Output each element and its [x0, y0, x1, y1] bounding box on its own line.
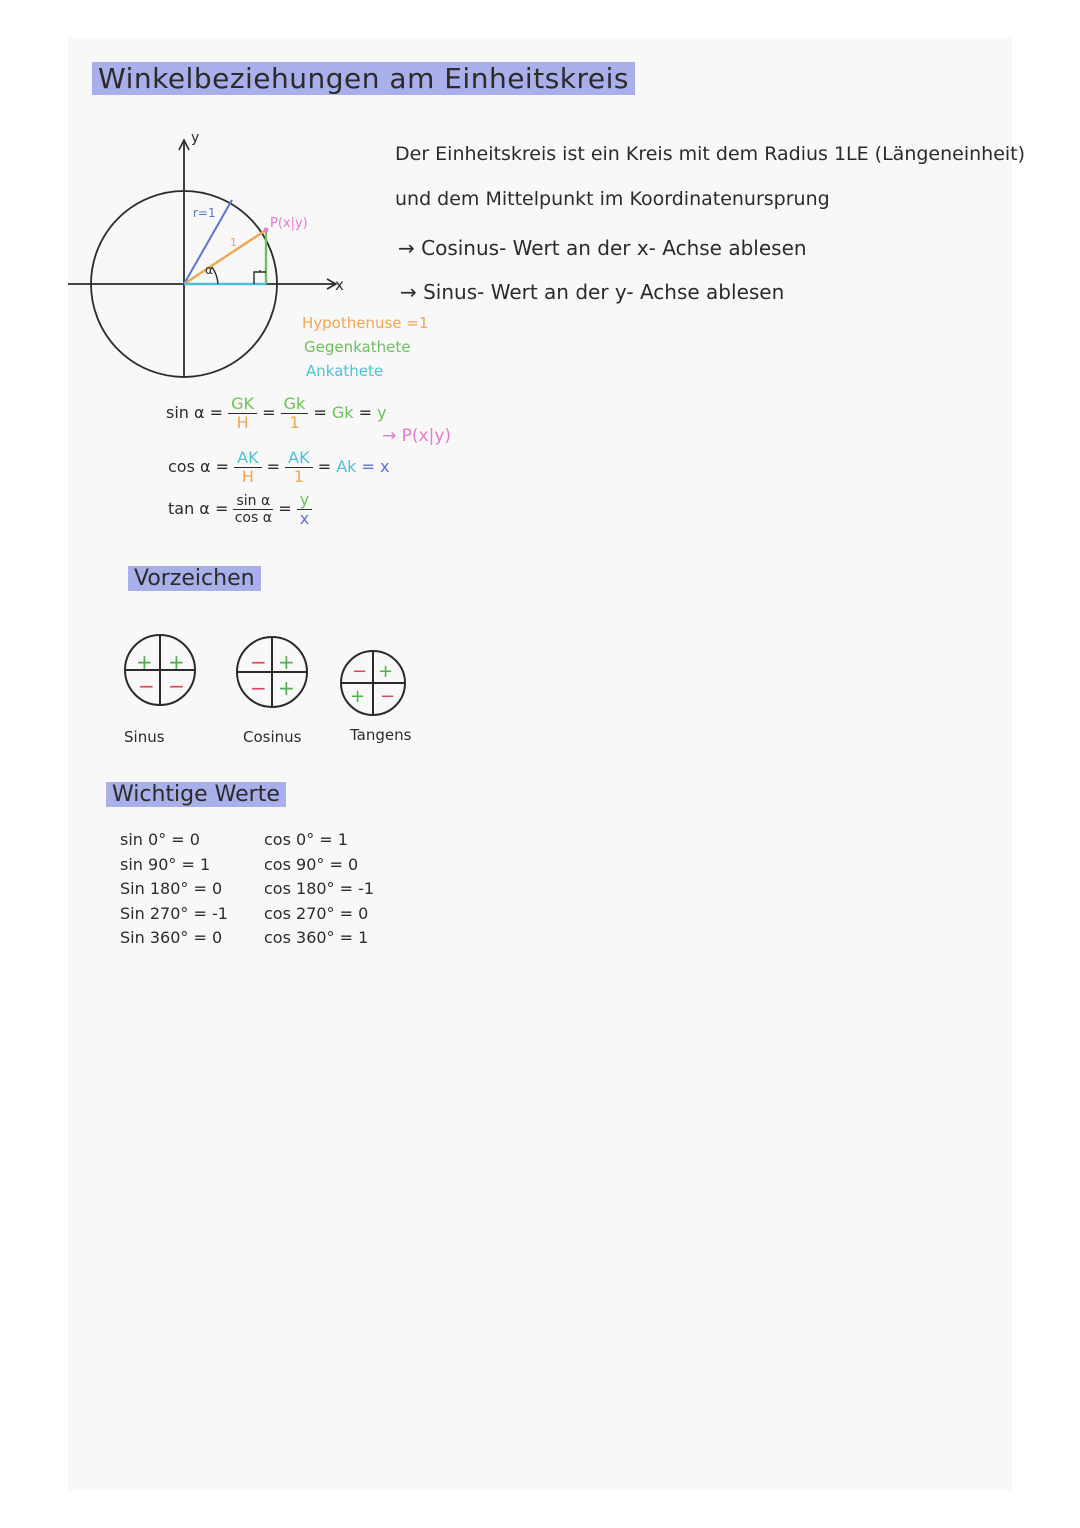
- cos-lhs: cos α =: [168, 457, 230, 476]
- legend-opposite: Gegenkathete: [304, 338, 411, 356]
- cosinus-q1-sign: +: [278, 650, 295, 674]
- sin-f1-den: H: [236, 413, 249, 432]
- sin-formula: [166, 396, 387, 431]
- page-title: Winkelbeziehungen am Einheitskreis: [92, 62, 635, 95]
- sign-circle-shape: [234, 634, 310, 710]
- cos-value-180: cos 180° = -1: [264, 879, 375, 898]
- tangens-q4-sign: −: [380, 686, 396, 707]
- point-reference: → P(x|y): [382, 426, 452, 446]
- cos-eq1: =: [266, 457, 281, 476]
- values-heading: Wichtige Werte: [106, 782, 286, 807]
- sin-value-0: sin 0° = 0: [120, 830, 200, 849]
- legend-hypotenuse: Hypothenuse =1: [302, 314, 429, 332]
- description-line-4: → Sinus- Wert an der y- Achse ablesen: [400, 280, 785, 304]
- sin-eq3: =: [358, 403, 373, 422]
- cos-f1-num: AK: [234, 450, 261, 468]
- sinus-q4-sign: −: [168, 674, 185, 698]
- hypotenuse-length-label: 1: [230, 236, 237, 249]
- sign-circle-shape: [122, 632, 198, 708]
- sinus-label: Sinus: [124, 728, 165, 746]
- sin-f2-num: Gk: [281, 396, 309, 414]
- point-p: [264, 228, 269, 233]
- tan-f2-den: x: [299, 509, 310, 528]
- sin-value-90: sin 90° = 1: [120, 854, 211, 874]
- x-axis-label: x: [335, 276, 344, 294]
- tangens-q1-sign: +: [378, 661, 394, 682]
- cos-value-90: cos 90° = 0: [264, 854, 359, 874]
- sin-values-list: [120, 828, 228, 951]
- tan-eq1: =: [278, 499, 292, 518]
- sin-result-1: Gk: [331, 403, 354, 422]
- sinus-q3-sign: −: [138, 674, 155, 698]
- y-axis-label: y: [191, 130, 200, 146]
- sin-eq1: =: [262, 403, 276, 422]
- point-label: P(x|y): [270, 216, 308, 231]
- tan-f1-num: sin α: [233, 494, 273, 510]
- cos-values-list: [264, 828, 374, 951]
- right-angle-dot: ·: [258, 264, 262, 278]
- tangens-q2-sign: −: [352, 661, 368, 682]
- sin-result-2: y: [377, 403, 387, 422]
- sin-fraction-1: [228, 396, 257, 431]
- cos-result-1: Ak: [336, 457, 357, 476]
- cos-f2-num: AK: [285, 450, 312, 468]
- sin-f1-num: GK: [228, 396, 257, 414]
- sin-value-270: Sin 270° = -1: [120, 903, 228, 923]
- tan-fraction-2: [297, 492, 312, 527]
- angle-label: α: [205, 263, 213, 277]
- sin-value-180: Sin 180° = 0: [120, 879, 223, 898]
- cosinus-q3-sign: −: [250, 676, 267, 700]
- signs-heading: Vorzeichen: [128, 566, 261, 591]
- cosinus-q4-sign: +: [278, 676, 295, 700]
- tangens-q3-sign: +: [350, 686, 366, 707]
- legend-adjacent: Ankathete: [306, 362, 384, 380]
- cosinus-label: Cosinus: [243, 728, 302, 746]
- tangens-label: Tangens: [350, 726, 412, 744]
- description-line-2: und dem Mittelpunkt im Koordinatenursprung: [395, 188, 830, 210]
- tan-fraction-1: [233, 494, 273, 525]
- tan-eq0: =: [214, 499, 229, 518]
- tan-f1-den: cos α: [234, 510, 272, 526]
- tan-lhs: tan α: [168, 499, 210, 518]
- sign-circle-cosinus: [234, 634, 310, 710]
- cos-value-0: cos 0° = 1: [264, 830, 348, 849]
- cosinus-q2-sign: −: [250, 650, 267, 674]
- cos-fraction-2: [285, 450, 312, 485]
- sign-circle-sinus: [122, 632, 198, 708]
- cos-f1-den: H: [241, 467, 254, 486]
- cos-value-360: cos 360° = 1: [264, 928, 369, 947]
- cos-result-2: x: [380, 457, 390, 476]
- radius-label: r=1: [193, 206, 216, 220]
- tan-f2-num: y: [297, 492, 312, 510]
- cos-value-270: cos 270° = 0: [264, 903, 369, 923]
- sin-f2-den: 1: [289, 413, 300, 432]
- sinus-q1-sign: +: [168, 650, 185, 674]
- sin-eq2: =: [313, 403, 327, 422]
- sinus-q2-sign: +: [136, 650, 153, 674]
- sin-fraction-2: [281, 396, 309, 431]
- tan-formula: [168, 492, 312, 527]
- cos-eq2: =: [317, 457, 332, 476]
- sign-circle-shape: [338, 648, 408, 718]
- cos-fraction-1: [234, 450, 261, 485]
- cos-eq3: =: [361, 457, 375, 476]
- cos-f2-den: 1: [293, 467, 304, 486]
- sign-circle-tangens: [338, 648, 408, 718]
- sin-value-360: Sin 360° = 0: [120, 928, 223, 947]
- description-line-3: → Cosinus- Wert an der x- Achse ablesen: [398, 236, 807, 260]
- description-line-1: Der Einheitskreis ist ein Kreis mit dem Radius 1LE (Längeneinheit): [395, 143, 1026, 165]
- sin-lhs: sin α =: [166, 403, 224, 422]
- cos-formula: [168, 450, 389, 485]
